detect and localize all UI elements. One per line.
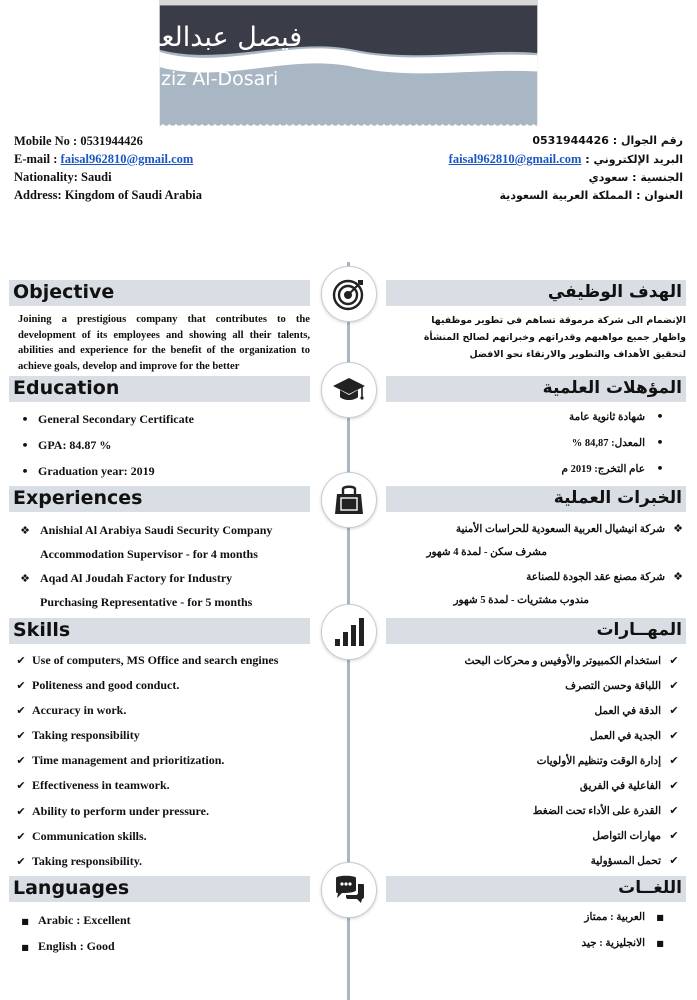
mobile-row-ar: رقم الجوال : 0531944426	[532, 134, 683, 147]
objective-text-en: Joining a prestigious company that contributes to the development of its employees and showing all their talents, abilities and experience for the benefit of the organization to achieve goals, develop and improve for the better	[18, 314, 310, 372]
education-bar-ar	[386, 376, 686, 402]
objective-title-en: Objective	[13, 281, 115, 303]
experiences-bar-en	[9, 486, 310, 512]
mobile-label: Mobile No :	[14, 134, 81, 148]
skill-item-ar: ✔الجدية في العمل	[589, 729, 679, 742]
objective-title-ar: الهدف الوظيفي	[547, 282, 682, 302]
skill-item-ar: ✔الدقة في العمل	[594, 704, 679, 717]
bar-chart-icon	[333, 617, 365, 647]
experience-item-en: ❖ Anishial Al Arabiya Saudi Security Company	[20, 523, 273, 537]
name-arabic: فيصل عبدالعزيز الدوسري	[14, 22, 303, 53]
target-icon	[332, 277, 366, 311]
skill-item-en: ✔ Communication skills.	[16, 829, 147, 843]
experience-item-ar: ❖شركة مصنع عقد الجودة للصناعة	[526, 570, 683, 583]
contact-block-arabic	[449, 132, 683, 205]
objective-bar-ar	[386, 280, 686, 306]
language-item-ar: ■العربية : ممتاز	[584, 912, 664, 923]
skill-item-en: ✔ Use of computers, MS Office and search engines	[16, 653, 279, 667]
language-item-en: ■ Arabic : Excellent	[21, 913, 131, 927]
skill-item-en: ✔ Taking responsibility.	[16, 854, 143, 868]
education-item-ar: •المعدل: 84,87 %	[571, 436, 664, 449]
objective-text-ar: الإنضمام الى شركة مرموقة تساهم في تطوير موظفيها واظهار جميع مواهبهم وقدراتهم وخبراتهم لصالح المنشأة لتحقيق الأهداف والتطوير والارتقاء نحو الافضل	[423, 315, 686, 360]
skill-item-en: ✔ Effectiveness in teamwork.	[16, 778, 170, 792]
address-ar: العنوان : المملكة العربية السعودية	[499, 189, 683, 202]
skills-icon-circle	[321, 604, 377, 660]
email-row-ar	[449, 150, 683, 169]
mobile-row	[14, 132, 202, 150]
experience-item-ar: ❖شركة انيشيال العربية السعودية للحراسات الأمنية	[455, 522, 683, 535]
email-label: E-mail :	[14, 152, 61, 166]
experiences-bar-ar	[386, 486, 686, 512]
skills-bar-en	[9, 618, 310, 644]
skill-item-ar: ✔الفاعلية في الفريق	[579, 779, 679, 792]
education-icon-circle	[321, 362, 377, 418]
briefcase-icon	[334, 484, 364, 516]
skill-item-ar: ✔استخدام الكمبيوتر والأوفيس و محركات البحث	[464, 654, 679, 667]
email-link[interactable]: faisal962810@gmail.com	[60, 152, 194, 166]
skill-item-ar: ✔اللباقة وحسن التصرف	[565, 679, 679, 692]
address: Address: Kingdom of Saudi Arabia	[14, 188, 203, 202]
nationality: Nationality: Saudi	[14, 170, 112, 184]
languages-bar-ar	[386, 876, 686, 902]
experience-role-en: Purchasing Representative - for 5 months	[40, 595, 253, 609]
languages-title-en: Languages	[13, 877, 130, 899]
email-row	[14, 150, 202, 168]
experience-role-ar: مندوب مشتريات - لمدة 5 شهور	[453, 595, 589, 606]
education-item-en: • Graduation year: 2019	[21, 464, 155, 478]
education-item-ar: •شهادة ثانوية عامة	[568, 410, 664, 423]
nationality-ar: الجنسية : سعودي	[588, 171, 683, 184]
skills-title-ar: المهــارات	[596, 620, 682, 640]
skill-item-en: ✔ Taking responsibility	[16, 728, 140, 742]
skill-item-ar: ✔القدرة على الأداء تحت الضغط	[532, 804, 679, 817]
language-item-ar: ■الانجليزية : جيد	[581, 938, 664, 949]
education-bar-en	[9, 376, 310, 402]
skill-item-en: ✔ Ability to perform under pressure.	[16, 804, 209, 818]
languages-title-ar: اللغــات	[618, 878, 682, 898]
skill-item-en: ✔ Accuracy in work.	[16, 703, 127, 717]
education-item-en: • General Secondary Certificate	[21, 412, 194, 426]
graduation-cap-icon	[332, 375, 366, 405]
contact-block-english	[14, 132, 202, 204]
objective-bar-en	[9, 280, 310, 306]
header-band	[0, 0, 697, 130]
education-title-ar: المؤهلات العلمية	[542, 378, 682, 398]
languages-icon-circle	[321, 862, 377, 918]
experiences-title-en: Experiences	[13, 487, 143, 509]
skills-title-en: Skills	[13, 619, 71, 641]
skill-item-ar: ✔تحمل المسؤولية	[590, 854, 679, 867]
education-item-en: • GPA: 84.87 %	[21, 438, 112, 452]
objective-icon-circle	[321, 266, 377, 322]
experiences-title-ar: الخبرات العملية	[553, 488, 682, 508]
name-english: Faisal Abdulaziz Al-Dosari	[36, 68, 279, 90]
education-item-ar: •عام التخرج: 2019 م	[561, 462, 664, 475]
email-link-ar[interactable]: faisal962810@gmail.com	[448, 152, 582, 166]
mobile-number: 0531944426	[80, 134, 143, 148]
education-title-en: Education	[13, 377, 120, 399]
languages-bar-en	[9, 876, 310, 902]
skills-bar-ar	[386, 618, 686, 644]
experience-role-en: Accommodation Supervisor - for 4 months	[40, 547, 258, 561]
skill-item-en: ✔ Time management and prioritization.	[16, 753, 225, 767]
experience-item-en: ❖ Aqad Al Joudah Factory for Industry	[20, 571, 233, 585]
experience-role-ar: مشرف سكن - لمدة 4 شهور	[426, 547, 547, 558]
skill-item-ar: ✔إدارة الوقت وتنظيم الأولويات	[536, 754, 679, 767]
skill-item-en: ✔ Politeness and good conduct.	[16, 678, 180, 692]
language-item-en: ■ English : Good	[21, 939, 115, 953]
chat-bubbles-icon	[332, 874, 366, 906]
skill-item-ar: ✔مهارات التواصل	[592, 829, 679, 842]
experiences-icon-circle	[321, 472, 377, 528]
email-label-ar: البريد الإلكتروني :	[581, 153, 683, 166]
